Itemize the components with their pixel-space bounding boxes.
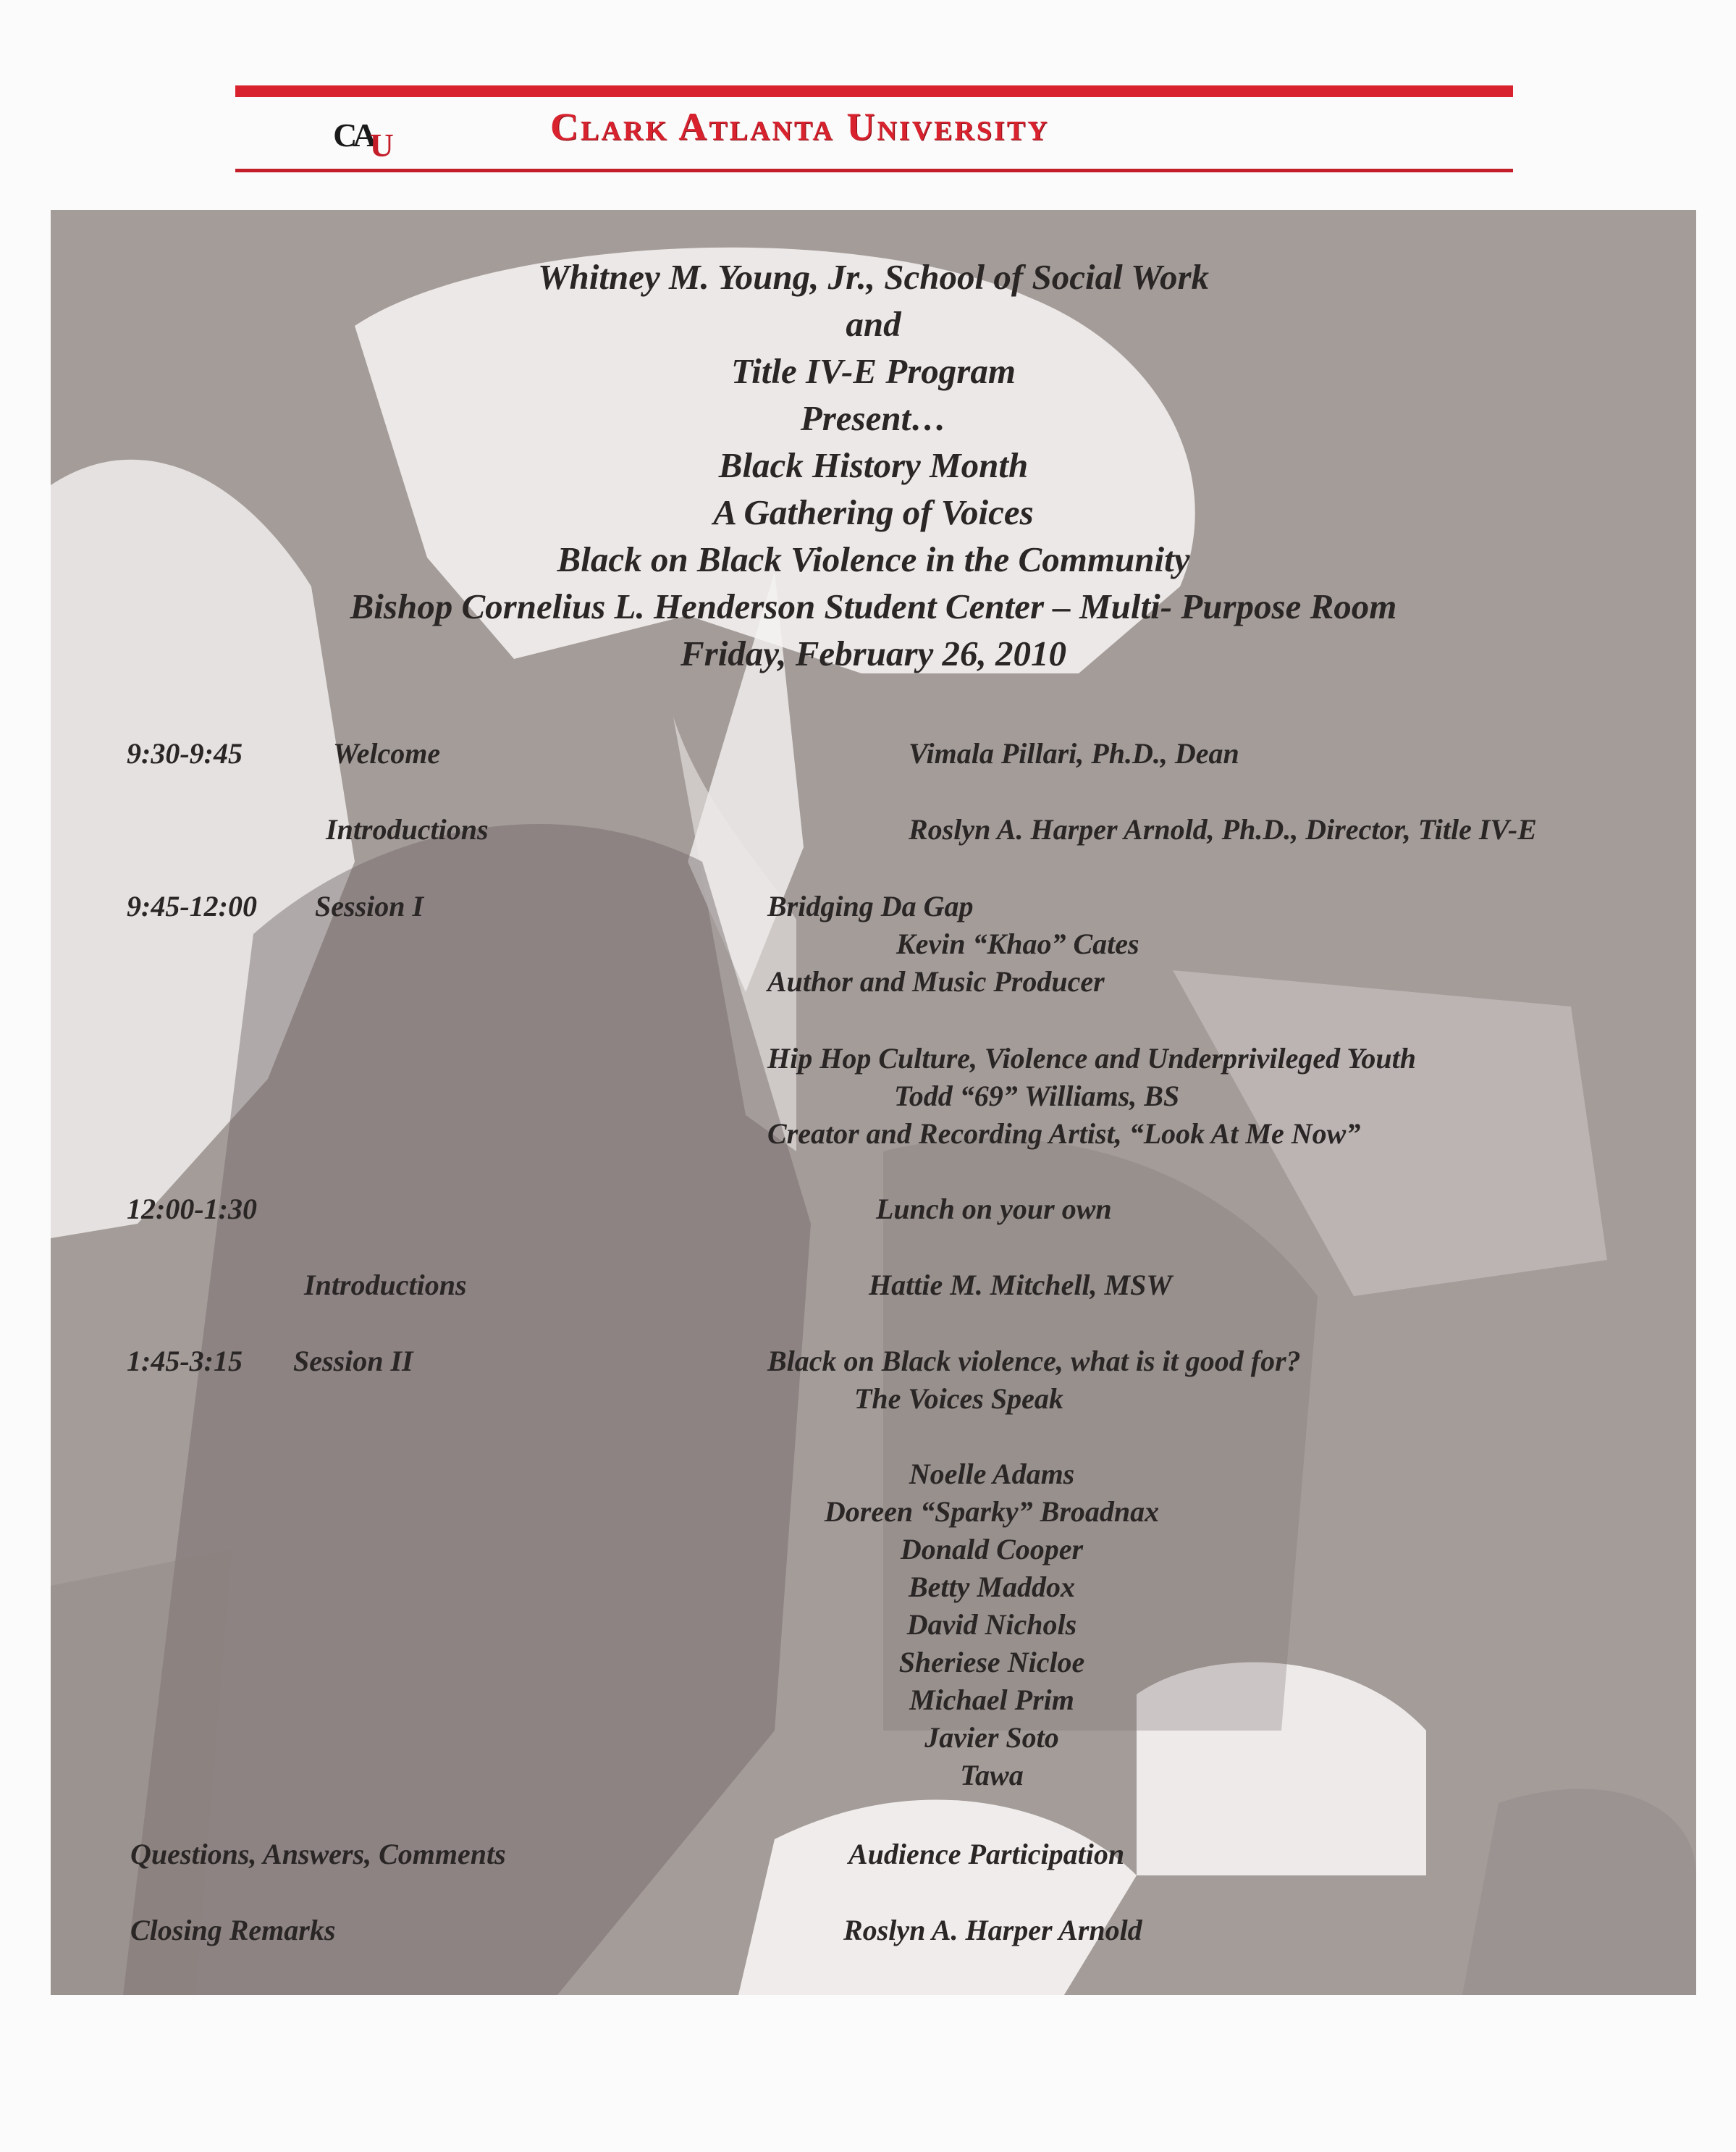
intro2-label: Introductions [304,1269,467,1301]
intro1-speaker: Roslyn A. Harper Arnold, Ph.D., Director, Title IV-E [909,813,1537,846]
university-name: Clark Atlanta University [550,105,1050,148]
session1-talk1-title: Bridging Da Gap [767,890,974,922]
program-heading [51,253,1696,677]
session2-title: Black on Black violence, what is it good for? [767,1345,1301,1377]
welcome-time: 9:30-9:45 [127,737,243,770]
session1-talk2-role: Creator and Recording Artist, “Look At Me Now” [767,1117,1361,1150]
university-logo: C A U [333,116,389,164]
letterhead-bottom-rule [235,169,1513,172]
heading-topic: Black on Black Violence in the Community [557,539,1190,579]
session2-subtitle: The Voices Speak [854,1382,1063,1415]
lunch-label: Lunch on your own [876,1193,1112,1225]
closing-detail: Roslyn A. Harper Arnold [843,1914,1142,1946]
session2-label: Session II [293,1345,413,1377]
heading-and: and [846,304,901,344]
panelist: Doreen “Sparky” Broadnax [824,1495,1160,1528]
heading-present: Present… [800,398,947,438]
panelist: Sheriese Nicloe [898,1646,1085,1678]
lunch-time: 12:00-1:30 [127,1193,257,1225]
heading-school: Whitney M. Young, Jr., School of Social Work [537,257,1210,297]
heading-theme: A Gathering of Voices [713,492,1034,532]
session1-talk1-role: Author and Music Producer [767,965,1105,998]
letterhead [235,85,1513,172]
program-panel [51,210,1696,1995]
panelist: David Nichols [906,1608,1077,1641]
panelist: Javier Soto [924,1721,1059,1754]
closing-label: Closing Remarks [130,1914,336,1946]
heading-venue: Bishop Cornelius L. Henderson Student Center – Multi- Purpose Room [350,587,1397,626]
heading-program: Title IV-E Program [731,351,1016,391]
heading-event: Black History Month [718,445,1029,485]
heading-date: Friday, February 26, 2010 [680,634,1067,673]
session1-talk2-title: Hip Hop Culture, Violence and Underprivileged Youth [767,1042,1417,1075]
welcome-label: Welcome [333,737,441,770]
session1-talk1-speaker: Kevin “Khao” Cates [896,928,1139,960]
session1-talk2-speaker: Todd “69” Williams, BS [894,1080,1180,1112]
qa-label: Questions, Answers, Comments [130,1838,506,1870]
letterhead-top-rule [235,85,1513,97]
intro2-speaker: Hattie M. Mitchell, MSW [869,1269,1172,1301]
panelist: Donald Cooper [900,1533,1084,1565]
qa-detail: Audience Participation [848,1838,1125,1870]
intro1-label: Introductions [326,813,489,846]
welcome-speaker: Vimala Pillari, Ph.D., Dean [909,737,1239,770]
panelist: Tawa [960,1759,1024,1791]
panelist: Michael Prim [909,1684,1074,1716]
session2-time: 1:45-3:15 [127,1345,243,1377]
session1-time: 9:45-12:00 [127,890,257,922]
panelist: Betty Maddox [909,1571,1075,1603]
panelist: Noelle Adams [909,1458,1075,1490]
session1-label: Session I [315,890,424,922]
